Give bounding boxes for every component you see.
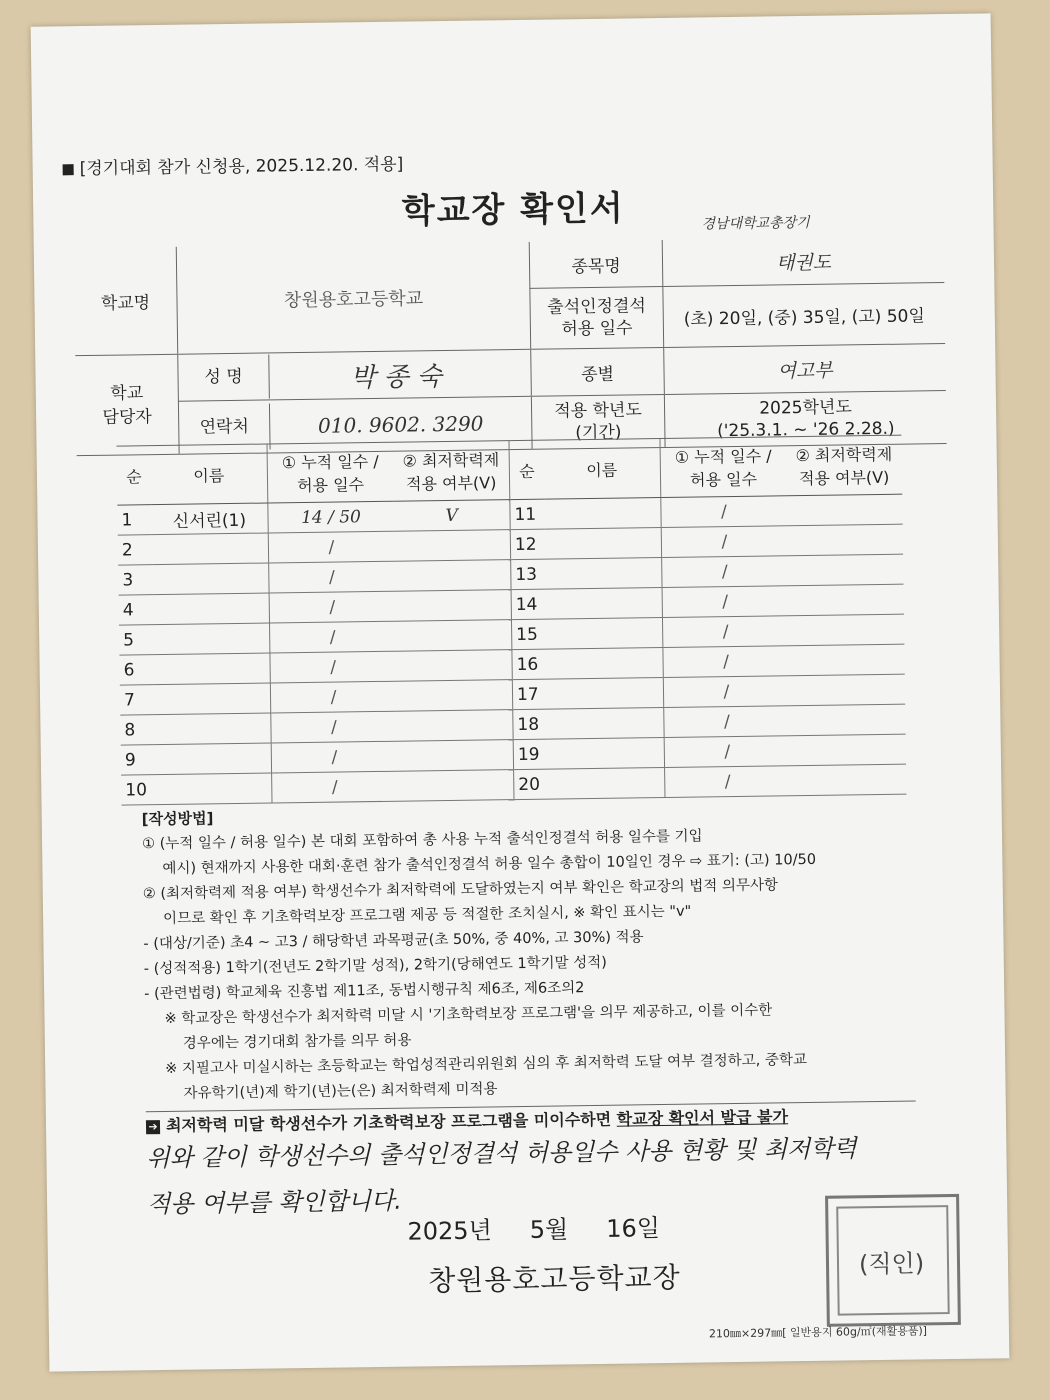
header-name-2: 이름 (543, 439, 660, 500)
category-value: 여고부 (664, 344, 946, 395)
name-label: 성 명 (178, 354, 270, 399)
table-row: 7 / 17 / (120, 674, 905, 715)
instruction-item-2: ② (최저학력제 적용 여부) 학생선수가 최저학력에 도달하였는지 여부 확인은 학교장의 법적 의무사항 (142, 877, 779, 903)
table-row: 4 / 14 / (119, 584, 904, 625)
school-label: 학교명 (74, 247, 178, 356)
arrow-box-icon: ➔ (146, 1120, 160, 1134)
manager-label: 학교 담당자 (75, 354, 179, 455)
instruction-item-1: ① (누적 일수 / 허용 일수) 본 대회 포함하여 총 사용 누적 출석인정결석 허용 일수를 기입 (141, 828, 703, 853)
instruction-item-1-example: 예시) 현재까지 사용한 대회·훈련 참가 출석인정결석 허용 일수 총합이 10일인 경우 ⇨ 표기: (고) 10/50 (162, 851, 817, 878)
header-min-2: ② 최저학력제 적용 여부(V) (786, 435, 903, 496)
instructions-heading: [작성방법] (141, 809, 214, 829)
principal-title: 창원용호고등학교장 (427, 1260, 681, 1298)
header-days-2: ① 누적 일수 / 허용 일수 (660, 437, 787, 498)
name-cell (178, 349, 532, 401)
instruction-item-2-cont: 이므로 확인 후 기초학력보장 프로그램 제공 등 적절한 조치실시, ※ 확인 표시는 "v" (163, 903, 692, 928)
instruction-note-1: ※ 학교장은 학생선수가 최저학력 미달 시 '기초학력보장 프로그램'을 의무 제공하고, 이를 이수한 (164, 1002, 773, 1027)
table-row: 5 / 15 / (119, 614, 904, 655)
document-sheet (31, 13, 1010, 1371)
instruction-sub-grades: - (성적적용) 1학기(전년도 2학기말 성적), 2학기(당해연도 1학기말 성적) (143, 954, 608, 978)
header-min: ② 최저학력제 적용 여부(V) (393, 441, 510, 502)
instruction-note-1-cont: 경우에는 경기대회 참가를 의무 허용 (182, 1032, 412, 1052)
confirmation-text: 위와 같이 학생선수의 출석인정결석 허용일수 사용 현황 및 최저학력 적용 여부를 확인합니다. (146, 1134, 857, 1219)
paper-spec-footer: 210㎜×297㎜[ 일반용지 60g/㎡(재활용품)] (708, 1324, 928, 1341)
instruction-sub-law: - (관련법령) 학교체육 진흥법 제11조, 동법시행규칙 제6조, 제6조의2 (144, 980, 585, 1003)
handwritten-note: 경남대학교총장기 (701, 214, 810, 233)
header-seq-2: 순 (509, 440, 544, 499)
event-label: 종목명 (529, 240, 663, 288)
official-seal (825, 1194, 961, 1327)
instruction-note-2: ※ 지필고사 미실시하는 초등학교는 학업성적관리위원회 심의 후 최저학력 도달 여부 결정하고, 중학교 (165, 1052, 808, 1077)
table-row: 8 / 18 / (120, 704, 905, 745)
roster-body (117, 494, 906, 805)
attendance-label: 출석인정결석 허용 일수 (530, 286, 664, 349)
table-row: 3 / 13 / (118, 554, 903, 595)
table-row: 1 신서린(1) 14 / 50 V 11 / (117, 494, 902, 535)
header-seq: 순 (117, 446, 152, 505)
table-row: 2 / 12 / (118, 524, 903, 565)
page-title: 학교장 확인서 (401, 188, 625, 232)
year-value: 2025학년도 ('25.3.1. ~ '26 2.28.) (664, 391, 946, 448)
year-label: 적용 학년도 (기간) (531, 394, 665, 449)
event-value: 태권도 (662, 236, 944, 286)
name-value: 박종숙 (350, 361, 450, 393)
instruction-note-2-cont: 자유학기(년)제 학기(년)는(은) 최저학력제 미적용 (183, 1081, 498, 1102)
header-name: 이름 (151, 444, 268, 505)
instructions (142, 796, 927, 1138)
table-row: 9 / 19 / (121, 734, 906, 775)
attendance-value: (초) 20일, (중) 35일, (고) 50일 (663, 283, 945, 348)
square-bullet-icon (63, 164, 74, 175)
table-row: 6 / 16 / (119, 644, 904, 685)
category-label: 종별 (531, 347, 665, 396)
school-value: 창원용호고등학교 (176, 242, 530, 354)
instruction-final: ➔ 최저학력 미달 학생선수가 기초학력보장 프로그램을 미이수하면 학교장 확인서 발급 불가 (146, 1102, 926, 1138)
contact-label: 연락처 (179, 403, 271, 450)
header-days: ① 누적 일수 / 허용 일수 (267, 442, 394, 503)
header-tag: [경기대회 참가 신청용, 2025.12.20. 적용] (62, 150, 403, 180)
contact-value: 010. 9602. 3290 (317, 411, 484, 438)
table-row: 10 / 20 / (121, 764, 906, 805)
roster-header-row (117, 435, 903, 505)
roster-table (117, 435, 907, 806)
seal-label: (직인) (858, 1249, 925, 1279)
issue-date: 2025년 5월 16일 (407, 1214, 661, 1246)
info-table (74, 236, 947, 456)
instruction-sub-target: - (대상/기준) 초4 ~ 고3 / 해당학년 과목평균(초 50%, 중 40%, 고 30%) 적용 (143, 929, 644, 953)
